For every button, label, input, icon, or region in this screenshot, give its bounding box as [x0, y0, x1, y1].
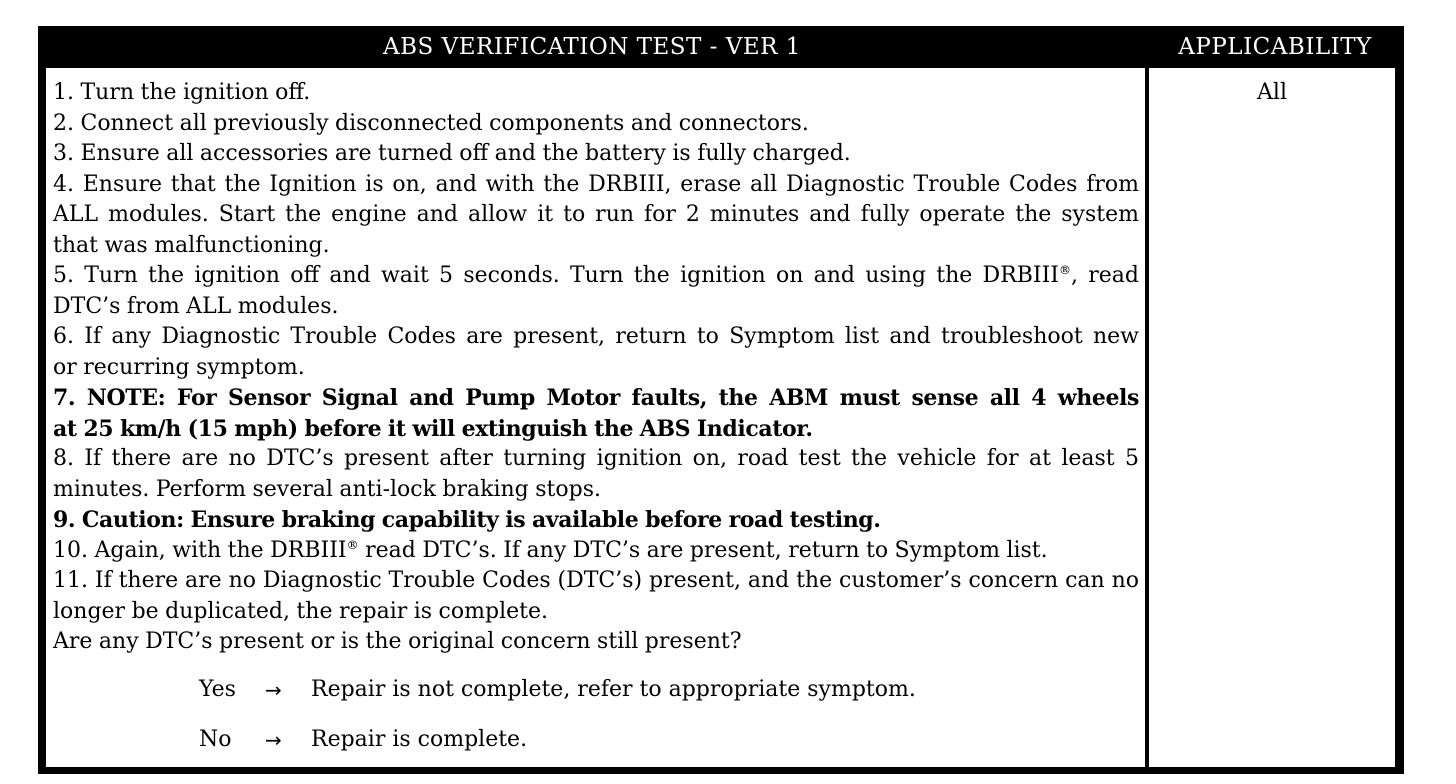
answer-yes-key: Yes [199, 676, 236, 702]
verification-test-table [38, 26, 1404, 774]
answer-yes-row [53, 665, 1139, 715]
answer-no-text: Repair is complete. [311, 726, 528, 752]
step-11-line-2: longer be duplicated, the repair is complete. [53, 598, 548, 624]
step-4-line-1: 4. Ensure that the Ignition is on, and with the DRBIII, erase all Diagnostic Trouble Codes from [53, 171, 1139, 197]
right-arrow-icon: → [265, 677, 282, 702]
step-5-line-2: DTC’s from ALL modules. [53, 293, 339, 319]
step-4-line-3: that was malfunctioning. [53, 232, 330, 258]
step-7-note-line-2: at 25 km/h (15 mph) before it will extinguish the ABS Indicator. [53, 415, 813, 442]
step-9-caution-line: 9. Caution: Ensure braking capability is available before road testing. [53, 507, 881, 533]
step-8-line-2: minutes. Perform several anti-lock braking stops. [53, 476, 601, 502]
step-8-line-1: 8. If there are no DTC’s present after turning ignition on, road test the vehicle for at least 5 [53, 446, 1139, 471]
test-title: ABS VERIFICATION TEST - VER 1 [383, 34, 801, 60]
registered-mark: ® [346, 537, 359, 552]
step-4-line-2: ALL modules. Start the engine and allow it to run for 2 minutes and fully operate the system [53, 202, 1139, 227]
step-5-line-1: 5. Turn the ignition off and wait 5 seconds. Turn the ignition on and using the DRBIII®, read [53, 263, 1139, 288]
step-10-line: 10. Again, with the DRBIII® read DTC’s. If any DTC’s are present, return to Symptom list. [53, 537, 1048, 563]
step-7-note-line-1: 7. NOTE: For Sensor Signal and Pump Motor faults, the ABM must sense all 4 wheels [53, 385, 1139, 411]
applicability-header: APPLICABILITY [1178, 34, 1372, 60]
applicability-value: All [1257, 80, 1287, 105]
step-3-line: 3. Ensure all accessories are turned off and the battery is fully charged. [53, 141, 851, 166]
question-line: Are any DTC’s present or is the original concern still present? [53, 629, 742, 654]
right-arrow-icon: → [265, 727, 282, 752]
step-2-line: 2. Connect all previously disconnected components and connectors. [53, 110, 809, 136]
table-header [38, 26, 1404, 68]
applicability-cell [1149, 68, 1395, 767]
answer-no-row [53, 715, 1139, 765]
step-6-line-2: or recurring symptom. [53, 354, 305, 380]
answer-list [53, 665, 1139, 765]
step-1-line: 1. Turn the ignition off. [53, 80, 311, 105]
answer-no-key: No [199, 726, 232, 752]
procedure-cell [46, 68, 1145, 767]
answer-yes-text: Repair is not complete, refer to appropriate symptom. [311, 676, 916, 702]
registered-mark: ® [1059, 263, 1071, 277]
step-6-line-1: 6. If any Diagnostic Trouble Codes are present, return to Symptom list and troubleshoot new [53, 324, 1139, 349]
step-11-line-1: 11. If there are no Diagnostic Trouble Codes (DTC’s) present, and the customer’s concern can no [53, 568, 1139, 593]
